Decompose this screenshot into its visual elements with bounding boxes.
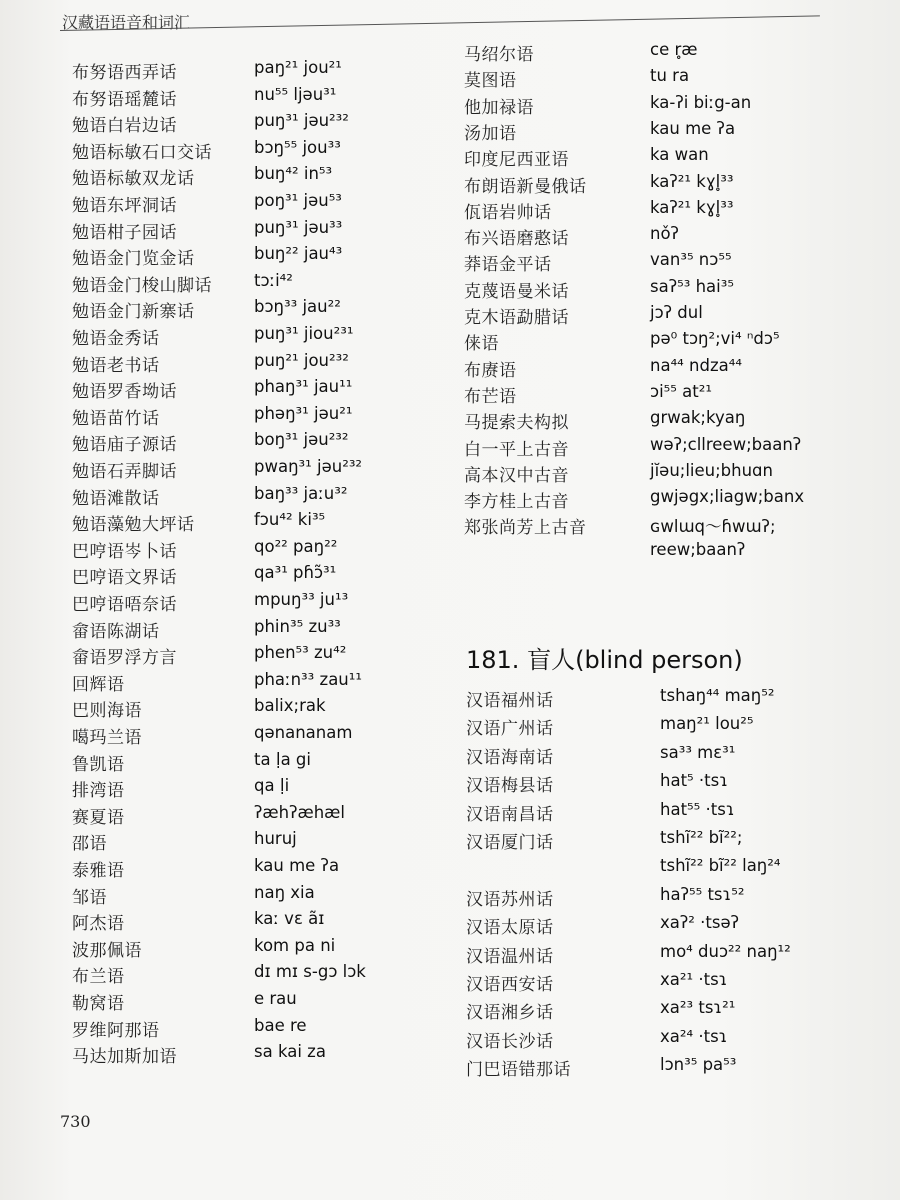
phonetic-form: reew;baanʔ [650, 539, 746, 559]
language-name: 李方桂上古音 [464, 492, 569, 513]
language-name: 佤语岩帅话 [464, 202, 552, 223]
language-name: 布赓语 [464, 360, 517, 381]
language-name: 莽语金平话 [464, 255, 552, 276]
section-title: 盲人(blind person) [527, 646, 743, 674]
language-name: 汉语苏州话 [466, 889, 554, 910]
phonetic-form: jɔʔ dul [650, 303, 703, 322]
phonetic-form: pə⁰ tɔŋ²;vi⁴ ⁿdɔ⁵ [650, 329, 780, 349]
language-name: 布兰语 [72, 967, 125, 988]
phonetic-form: boŋ³¹ jəu²³² [254, 430, 349, 450]
phonetic-form: qənananam [254, 723, 353, 742]
phonetic-form: puŋ³¹ jəu²³² [254, 111, 349, 131]
language-name: 汉语温州话 [466, 946, 554, 967]
language-name: 马提索夫构拟 [464, 413, 569, 434]
language-name: 汉语厦门话 [466, 833, 554, 853]
phonetic-form: puŋ²¹ jou²³² [254, 350, 349, 370]
page-number: 730 [60, 1112, 91, 1131]
phonetic-form: qo²² paŋ²² [254, 536, 338, 556]
language-name: 噶玛兰语 [72, 728, 142, 748]
phonetic-form: qa³¹ pɦɔ̃³¹ [254, 563, 337, 583]
phonetic-form: phen⁵³ zu⁴² [254, 643, 347, 663]
language-name: 勉语金门览金话 [72, 249, 195, 270]
language-name: 波那佩语 [72, 940, 142, 961]
phonetic-form: puŋ³¹ jəu³³ [254, 217, 343, 237]
language-name: 马达加斯加语 [72, 1047, 177, 1068]
language-name: 泰雅语 [72, 861, 125, 881]
language-name: 勉语老书话 [72, 355, 160, 376]
language-name: 罗维阿那语 [72, 1020, 160, 1041]
phonetic-form: qa ḷi [254, 776, 290, 796]
language-name: 巴哼语唔奈话 [72, 595, 177, 615]
language-name: 汉语广州话 [466, 719, 554, 740]
phonetic-form: sa³³ mɛ³¹ [660, 742, 736, 762]
phonetic-form: grwak;kyaŋ [650, 408, 746, 428]
phonetic-form: phaːn³³ zau¹¹ [254, 669, 362, 689]
phonetic-form: saʔ⁵³ hai³⁵ [650, 276, 734, 296]
language-name: 布努语瑶麓话 [72, 89, 177, 110]
language-name: 汉语梅县话 [466, 776, 554, 797]
language-name: 巴哼语岑卜话 [72, 541, 177, 562]
phonetic-form: gwjəgx;liagw;banx [650, 487, 805, 507]
language-name: 巴哼语文界话 [72, 568, 177, 589]
phonetic-form: kaʔ²¹ kɣl̥³³ [650, 197, 734, 217]
language-name: 门巴语错那话 [466, 1060, 571, 1081]
phonetic-form: lɔn³⁵ pa⁵³ [660, 1055, 737, 1075]
phonetic-form: sa kai za [254, 1042, 326, 1062]
language-name: 邵语 [72, 834, 107, 855]
language-name: 汉语福州话 [466, 691, 554, 711]
language-name: 汉语南昌话 [466, 804, 554, 825]
language-name: 布努语西弄话 [72, 63, 177, 83]
phonetic-form: ʔæhʔæhæl [254, 802, 345, 822]
phonetic-form: ta ḷa gi [254, 749, 311, 769]
language-name: 克蔑语曼米话 [464, 281, 569, 302]
phonetic-form: pwaŋ³¹ jəu²³² [254, 457, 363, 476]
phonetic-form: ɢwlɯq～ɦwɯʔ; [650, 517, 776, 537]
language-name: 布芒语 [464, 386, 517, 407]
language-name: 阿杰语 [72, 914, 125, 935]
language-name: 俫语 [464, 334, 499, 355]
language-name: 布兴语磨憨话 [464, 229, 569, 250]
language-name: 勉语标敏石口交话 [72, 142, 212, 163]
phonetic-form: balix;rak [254, 696, 326, 716]
phonetic-form: ka-ʔi biːg-an [650, 92, 752, 112]
phonetic-form: jĭəu;lieu;bhuɑn [650, 460, 773, 480]
phonetic-form: xa²¹ ·tsɿ [660, 970, 728, 989]
phonetic-form: mo⁴ duɔ²² naŋ¹² [660, 941, 791, 961]
language-name: 白一平上古音 [464, 439, 569, 460]
phonetic-form: na⁴⁴ ndza⁴⁴ [650, 355, 742, 375]
language-name: 勉语金门新寨话 [72, 302, 195, 323]
phonetic-form: kau me ʔa [650, 118, 736, 138]
section-number: 181. [466, 646, 520, 674]
phonetic-form: xa²³ tsɿ²¹ [660, 998, 736, 1018]
phonetic-form: phaŋ³¹ jau¹¹ [254, 377, 353, 397]
language-name: 邹语 [72, 887, 107, 908]
phonetic-form: kau me ʔa [254, 856, 340, 875]
phonetic-form: huruj [254, 829, 297, 849]
phonetic-form: buŋ⁴² in⁵³ [254, 164, 333, 184]
language-name: 畲语罗浮方言 [72, 648, 177, 669]
language-name: 他加禄语 [464, 97, 534, 118]
language-name: 巴则海语 [72, 701, 142, 722]
language-name: 勉语标敏双龙话 [72, 169, 195, 190]
language-name: 鲁凯语 [72, 754, 125, 775]
phonetic-form: maŋ²¹ lou²⁵ [660, 714, 754, 734]
language-name: 勉语苗竹话 [72, 408, 160, 429]
language-name: 勉语庙子源话 [72, 435, 177, 456]
phonetic-form: hat⁵ ·tsɿ [660, 771, 728, 791]
phonetic-form: kaː vɛ ãɪ [254, 909, 325, 929]
phonetic-form: tshĩ²² bĩ²²; [660, 828, 743, 847]
phonetic-form: ce r̥æ [650, 40, 698, 59]
language-name: 勉语金门梭山脚话 [72, 275, 212, 296]
language-name: 勉语石弄脚话 [72, 462, 177, 482]
phonetic-form: kaʔ²¹ kɣl̥³³ [650, 171, 734, 191]
phonetic-form: bɔŋ⁵⁵ jou³³ [254, 137, 341, 157]
phonetic-form: nu⁵⁵ ljəu³¹ [254, 84, 337, 104]
language-name: 勉语罗香坳话 [72, 382, 177, 403]
language-name: 勉语东坪洞话 [72, 196, 177, 216]
language-name: 勉语金秀话 [72, 329, 160, 349]
phonetic-form: tɔːi⁴² [254, 270, 293, 290]
language-name: 勉语柑子园话 [72, 222, 177, 243]
phonetic-form: nǒʔ [650, 224, 679, 244]
language-name: 汉语长沙话 [466, 1031, 554, 1052]
phonetic-form: kom pa ni [254, 935, 336, 955]
phonetic-form: van³⁵ nɔ⁵⁵ [650, 250, 732, 270]
language-name: 回辉语 [72, 674, 125, 695]
language-name: 克木语勐腊话 [464, 308, 569, 328]
phonetic-form: hat⁵⁵ ·tsɿ [660, 799, 735, 819]
phonetic-form: e rau [254, 989, 297, 1008]
language-name: 汤加语 [464, 123, 517, 144]
phonetic-form: haʔ⁵⁵ tsɿ⁵² [660, 884, 745, 904]
phonetic-form: buŋ²² jau⁴³ [254, 244, 343, 264]
language-name: 印度尼西亚语 [464, 150, 569, 171]
phonetic-form: ɔi⁵⁵ at²¹ [650, 381, 712, 401]
phonetic-form: dɪ mɪ s-gɔ lɔk [254, 962, 366, 982]
phonetic-form: fɔu⁴² ki³⁵ [254, 510, 326, 530]
phonetic-form: xa²⁴ ·tsɿ [660, 1026, 728, 1046]
phonetic-form: naŋ xia [254, 882, 315, 902]
language-name: 汉语海南话 [466, 747, 554, 768]
language-name: 汉语太原话 [466, 918, 554, 939]
language-name: 勉语滩散话 [72, 488, 160, 509]
language-name: 畲语陈湖话 [72, 621, 160, 642]
language-name: 马绍尔语 [464, 45, 534, 65]
phonetic-form: phəŋ³¹ jəu²¹ [254, 403, 353, 423]
phonetic-form: wəʔ;cllreew;baanʔ [650, 434, 802, 454]
phonetic-form: phin³⁵ zu³³ [254, 616, 341, 636]
language-name: 汉语西安话 [466, 975, 554, 995]
phonetic-form: ka wan [650, 145, 709, 165]
phonetic-form: tshĩ²² bĩ²² laŋ²⁴ [660, 856, 781, 876]
language-name: 郑张尚芳上古音 [464, 518, 587, 539]
language-name: 勒窝语 [72, 994, 125, 1014]
language-name: 排湾语 [72, 781, 125, 802]
phonetic-form: tshaŋ⁴⁴ maŋ⁵² [660, 686, 775, 705]
phonetic-form: paŋ²¹ jou²¹ [254, 58, 342, 77]
phonetic-form: tu ra [650, 66, 690, 86]
language-name: 高本汉中古音 [464, 465, 569, 486]
language-name: 勉语藻勉大坪话 [72, 515, 195, 536]
language-name: 赛夏语 [72, 807, 125, 828]
running-head: 汉藏语语音和词汇 [62, 13, 191, 32]
section-heading [466, 640, 743, 675]
language-name: 布朗语新曼俄话 [464, 176, 587, 197]
phonetic-form: mpuŋ³³ ju¹³ [254, 590, 349, 609]
phonetic-form: bae re [254, 1015, 307, 1035]
language-name: 勉语白岩边话 [72, 116, 177, 137]
language-name: 莫图语 [464, 71, 517, 92]
phonetic-form: puŋ³¹ jiou²³¹ [254, 324, 354, 343]
language-name: 汉语湘乡话 [466, 1003, 554, 1024]
phonetic-form: bɔŋ³³ jau²² [254, 297, 341, 317]
phonetic-form: baŋ³³ jaːu³² [254, 483, 348, 503]
phonetic-form: xaʔ² ·tsəʔ [660, 913, 740, 933]
phonetic-form: poŋ³¹ jəu⁵³ [254, 191, 342, 210]
